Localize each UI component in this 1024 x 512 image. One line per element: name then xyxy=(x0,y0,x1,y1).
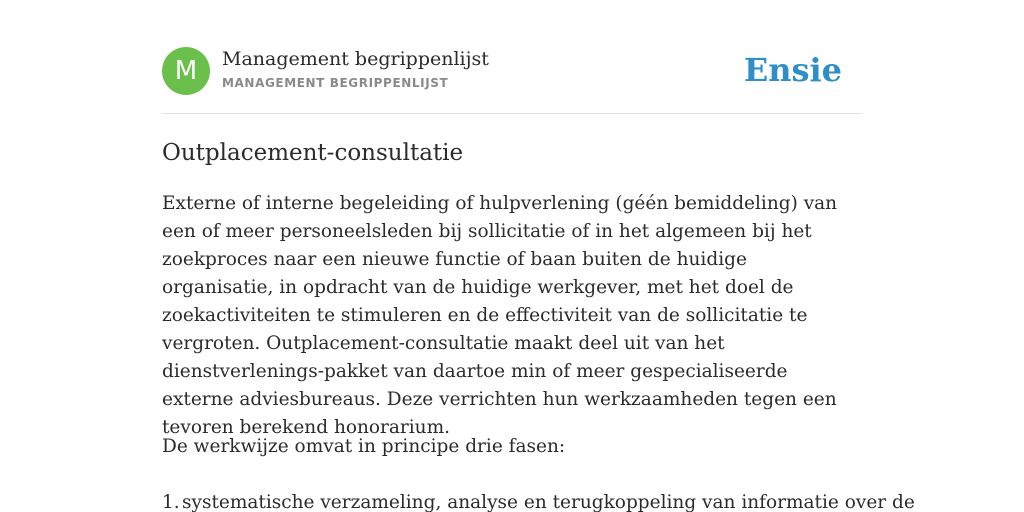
header xyxy=(162,47,862,95)
brand-logo[interactable]: Ensie xyxy=(743,51,842,89)
list-item-number: 1. xyxy=(162,492,180,512)
intro-paragraph: De werkwijze omvat in principe drie fasen: xyxy=(162,436,566,457)
list-item-text: systematische verzameling, analyse en terugkoppeling van informatie over de xyxy=(182,492,915,512)
phase-list xyxy=(162,489,915,512)
term-title: Outplacement-consultatie xyxy=(162,140,464,166)
list-item xyxy=(162,489,915,512)
definition-paragraph: Externe of interne begeleiding of hulpverlening (géén bemiddeling) van een of meer personeelsleden bij sollicitatie of in het algemeen bij het zoekproces naar een nieuwe functie of baan buiten de huidige organisatie, in opdracht van de huidige werkgever, met het doel de zoekactiviteiten te stimuleren en de effectiviteit van de sollicitatie te vergroten. Outplacement-consultatie maakt deel uit van het dienstverlenings-pakket van daartoe min of meer gespecialiseerde externe adviesbureaus. Deze verrichten hun werkzaamheden tegen een tevoren berekend honorarium. xyxy=(162,193,838,438)
header-divider xyxy=(162,113,862,114)
avatar[interactable]: M xyxy=(162,47,210,95)
header-title[interactable]: Management begrippenlijst xyxy=(222,48,489,70)
header-subtitle[interactable]: MANAGEMENT BEGRIPPENLIJST xyxy=(222,76,449,90)
